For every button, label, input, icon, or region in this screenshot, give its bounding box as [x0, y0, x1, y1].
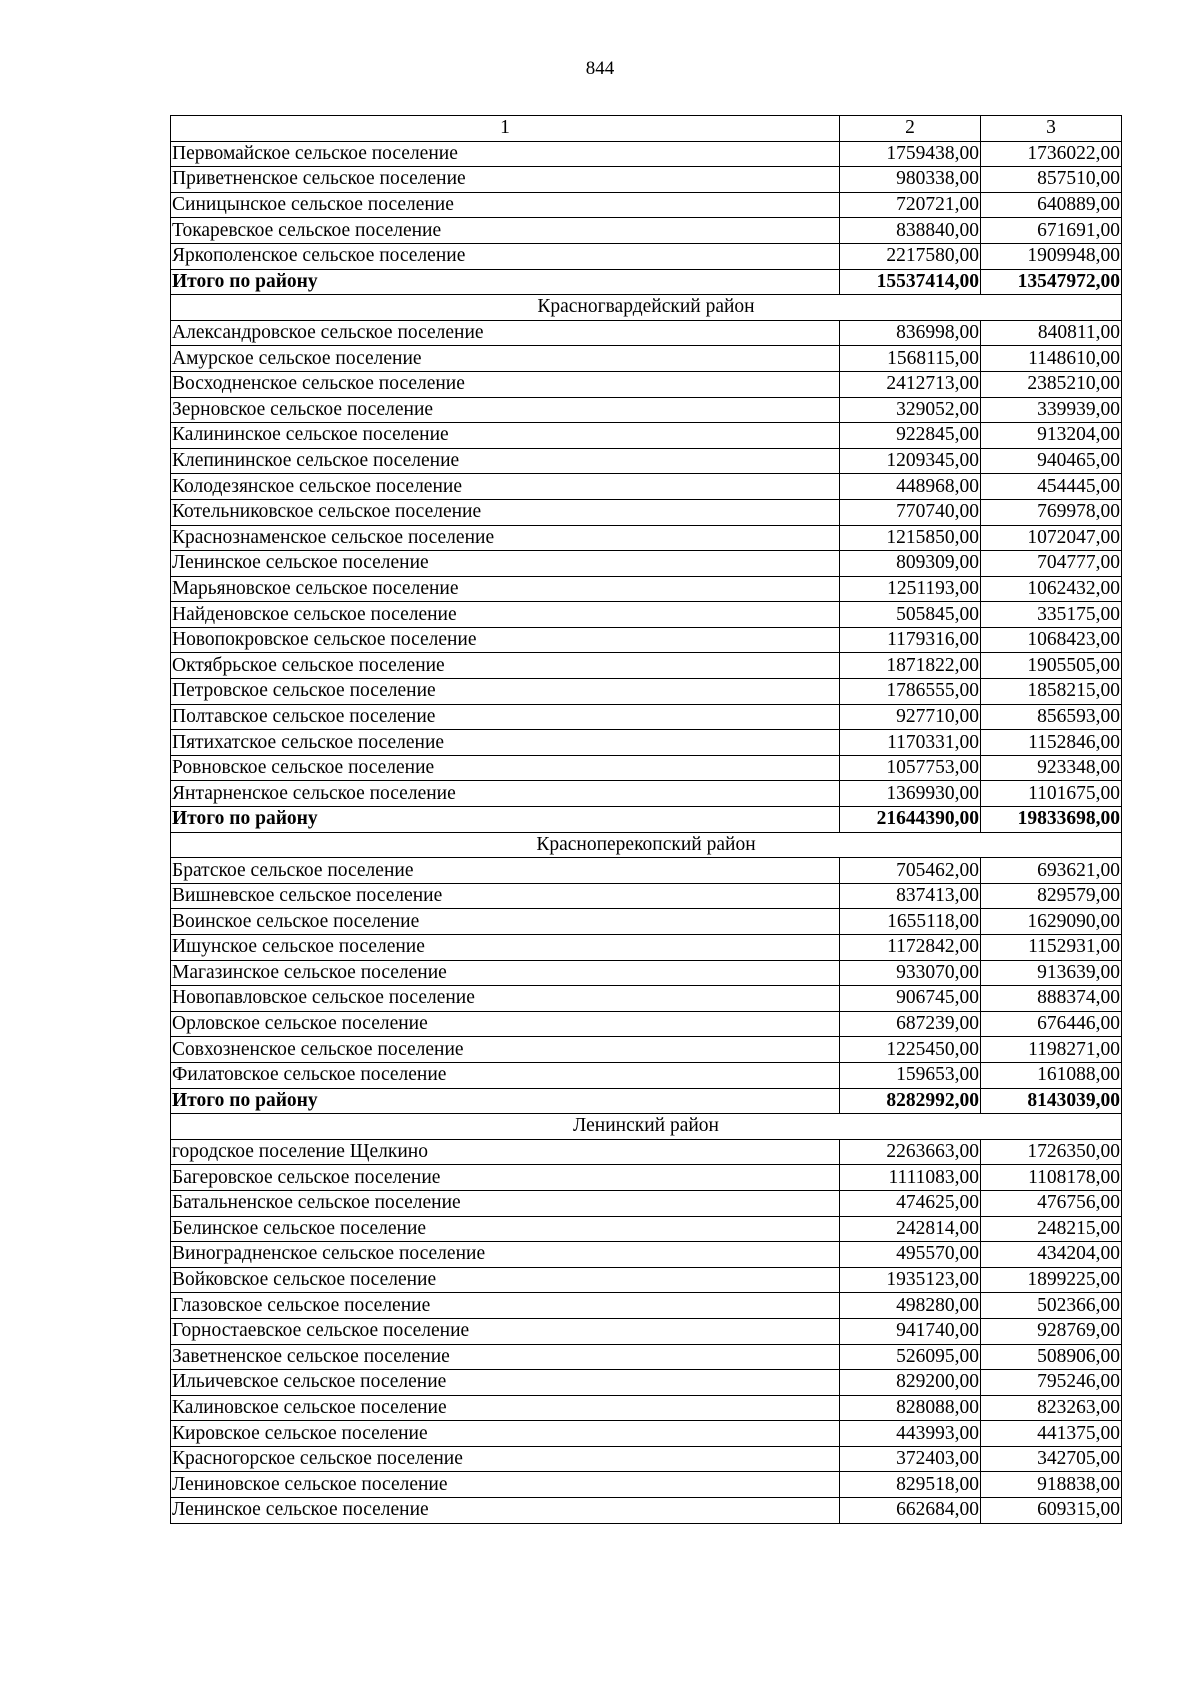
value-col3-cell: 1101675,00	[981, 781, 1122, 807]
value-col2-cell: 1172842,00	[840, 935, 981, 961]
value-col2-cell: 1369930,00	[840, 781, 981, 807]
settlement-name-cell: Краснознаменское сельское поселение	[171, 525, 840, 551]
total-label-cell: Итого по району	[171, 269, 840, 295]
table-row	[171, 1293, 1122, 1319]
value-col2-cell: 1786555,00	[840, 679, 981, 705]
value-col3-cell: 823263,00	[981, 1395, 1122, 1421]
district-name: Красноперекопский район	[171, 832, 1122, 858]
value-col3-cell: 913639,00	[981, 960, 1122, 986]
settlement-name-cell: Заветненское сельское поселение	[171, 1344, 840, 1370]
table-row	[171, 679, 1122, 705]
table-row	[171, 551, 1122, 577]
table-row	[171, 960, 1122, 986]
settlement-name-cell: Амурское сельское поселение	[171, 346, 840, 372]
value-col2-cell: 837413,00	[840, 883, 981, 909]
district-name: Ленинский район	[171, 1114, 1122, 1140]
table-row	[171, 1165, 1122, 1191]
value-col3-cell: 441375,00	[981, 1421, 1122, 1447]
table-row	[171, 218, 1122, 244]
settlement-name-cell: Яркополенское сельское поселение	[171, 243, 840, 269]
value-col2-cell: 1111083,00	[840, 1165, 981, 1191]
value-col2-cell: 1655118,00	[840, 909, 981, 935]
settlement-name-cell: Калиновское сельское поселение	[171, 1395, 840, 1421]
value-col3-cell: 704777,00	[981, 551, 1122, 577]
value-col2-cell: 705462,00	[840, 858, 981, 884]
district-header-row	[171, 832, 1122, 858]
value-col3-cell: 693621,00	[981, 858, 1122, 884]
value-col3-cell: 1152846,00	[981, 730, 1122, 756]
settlement-name-cell: Белинское сельское поселение	[171, 1216, 840, 1242]
value-col2-cell: 770740,00	[840, 499, 981, 525]
value-col2-cell: 809309,00	[840, 551, 981, 577]
value-col3-cell: 8143039,00	[981, 1088, 1122, 1114]
total-row	[171, 1088, 1122, 1114]
settlement-name-cell: Багеровское сельское поселение	[171, 1165, 840, 1191]
table-row	[171, 1216, 1122, 1242]
value-col3-cell: 508906,00	[981, 1344, 1122, 1370]
value-col3-cell: 1062432,00	[981, 576, 1122, 602]
value-col3-cell: 434204,00	[981, 1242, 1122, 1268]
table-row	[171, 704, 1122, 730]
value-col2-cell: 687239,00	[840, 1011, 981, 1037]
value-col2-cell: 1209345,00	[840, 448, 981, 474]
settlement-name-cell: Токаревское сельское поселение	[171, 218, 840, 244]
value-col2-cell: 980338,00	[840, 167, 981, 193]
table-body	[171, 116, 1122, 1524]
district-name: Красногвардейский район	[171, 295, 1122, 321]
value-col2-cell: 2412713,00	[840, 371, 981, 397]
value-col3-cell: 454445,00	[981, 474, 1122, 500]
table-row	[171, 1062, 1122, 1088]
table-row	[171, 525, 1122, 551]
value-col3-cell: 857510,00	[981, 167, 1122, 193]
value-col2-cell: 1215850,00	[840, 525, 981, 551]
value-col3-cell: 795246,00	[981, 1370, 1122, 1396]
table-row	[171, 730, 1122, 756]
value-col3-cell: 928769,00	[981, 1318, 1122, 1344]
table-row	[171, 986, 1122, 1012]
table-row	[171, 653, 1122, 679]
value-col3-cell: 2385210,00	[981, 371, 1122, 397]
value-col3-cell: 1899225,00	[981, 1267, 1122, 1293]
value-col2-cell: 933070,00	[840, 960, 981, 986]
table-row	[171, 1344, 1122, 1370]
value-col3-cell: 671691,00	[981, 218, 1122, 244]
value-col3-cell: 609315,00	[981, 1498, 1122, 1524]
value-col3-cell: 676446,00	[981, 1011, 1122, 1037]
value-col3-cell: 19833698,00	[981, 807, 1122, 833]
settlement-name-cell: Красногорское сельское поселение	[171, 1446, 840, 1472]
value-col2-cell: 662684,00	[840, 1498, 981, 1524]
settlement-name-cell: Новопокровское сельское поселение	[171, 627, 840, 653]
value-col3-cell: 1072047,00	[981, 525, 1122, 551]
value-col3-cell: 640889,00	[981, 192, 1122, 218]
settlement-name-cell: Ишунское сельское поселение	[171, 935, 840, 961]
value-col2-cell: 2217580,00	[840, 243, 981, 269]
settlement-name-cell: Найденовское сельское поселение	[171, 602, 840, 628]
table-row	[171, 192, 1122, 218]
settlement-name-cell: Ленинское сельское поселение	[171, 1498, 840, 1524]
total-row	[171, 807, 1122, 833]
table-row	[171, 1395, 1122, 1421]
settlement-name-cell: Воинское сельское поселение	[171, 909, 840, 935]
value-col3-cell: 1068423,00	[981, 627, 1122, 653]
table-row	[171, 627, 1122, 653]
column-header-2: 2	[840, 116, 981, 142]
value-col2-cell: 828088,00	[840, 1395, 981, 1421]
settlement-name-cell: Пятихатское сельское поселение	[171, 730, 840, 756]
table-row	[171, 1318, 1122, 1344]
header-row	[171, 116, 1122, 142]
page-number: 844	[585, 58, 615, 79]
value-col2-cell: 1871822,00	[840, 653, 981, 679]
value-col2-cell: 448968,00	[840, 474, 981, 500]
value-col2-cell: 720721,00	[840, 192, 981, 218]
value-col3-cell: 342705,00	[981, 1446, 1122, 1472]
table-row	[171, 858, 1122, 884]
value-col2-cell: 829200,00	[840, 1370, 981, 1396]
value-col2-cell: 1225450,00	[840, 1037, 981, 1063]
settlement-name-cell: Батальненское сельское поселение	[171, 1190, 840, 1216]
value-col3-cell: 1148610,00	[981, 346, 1122, 372]
table-row	[171, 1037, 1122, 1063]
settlement-name-cell: Янтарненское сельское поселение	[171, 781, 840, 807]
table-row	[171, 474, 1122, 500]
table-row	[171, 576, 1122, 602]
value-col3-cell: 13547972,00	[981, 269, 1122, 295]
table-row	[171, 602, 1122, 628]
value-col2-cell: 922845,00	[840, 423, 981, 449]
settlement-name-cell: Полтавское сельское поселение	[171, 704, 840, 730]
value-col3-cell: 1909948,00	[981, 243, 1122, 269]
value-col2-cell: 474625,00	[840, 1190, 981, 1216]
table-row	[171, 781, 1122, 807]
value-col3-cell: 856593,00	[981, 704, 1122, 730]
settlement-name-cell: Клепининское сельское поселение	[171, 448, 840, 474]
column-header-1: 1	[171, 116, 840, 142]
value-col3-cell: 248215,00	[981, 1216, 1122, 1242]
value-col3-cell: 923348,00	[981, 755, 1122, 781]
value-col3-cell: 161088,00	[981, 1062, 1122, 1088]
table-row	[171, 1421, 1122, 1447]
value-col2-cell: 21644390,00	[840, 807, 981, 833]
table-row	[171, 167, 1122, 193]
value-col2-cell: 906745,00	[840, 986, 981, 1012]
value-col2-cell: 1568115,00	[840, 346, 981, 372]
value-col2-cell: 159653,00	[840, 1062, 981, 1088]
value-col2-cell: 2263663,00	[840, 1139, 981, 1165]
table-row	[171, 755, 1122, 781]
settlement-name-cell: Братское сельское поселение	[171, 858, 840, 884]
table-row	[171, 883, 1122, 909]
value-col3-cell: 1198271,00	[981, 1037, 1122, 1063]
settlement-name-cell: Колодезянское сельское поселение	[171, 474, 840, 500]
settlement-name-cell: Марьяновское сельское поселение	[171, 576, 840, 602]
settlement-name-cell: Горностаевское сельское поселение	[171, 1318, 840, 1344]
table-row	[171, 1139, 1122, 1165]
table-row	[171, 1190, 1122, 1216]
table-row	[171, 1267, 1122, 1293]
value-col3-cell: 769978,00	[981, 499, 1122, 525]
value-col3-cell: 829579,00	[981, 883, 1122, 909]
value-col2-cell: 242814,00	[840, 1216, 981, 1242]
value-col3-cell: 913204,00	[981, 423, 1122, 449]
table-row	[171, 1011, 1122, 1037]
settlement-name-cell: Александровское сельское поселение	[171, 320, 840, 346]
value-col3-cell: 1726350,00	[981, 1139, 1122, 1165]
settlement-name-cell: Ильичевское сельское поселение	[171, 1370, 840, 1396]
settlement-name-cell: Ленинское сельское поселение	[171, 551, 840, 577]
settlement-name-cell: Глазовское сельское поселение	[171, 1293, 840, 1319]
value-col2-cell: 526095,00	[840, 1344, 981, 1370]
value-col2-cell: 1179316,00	[840, 627, 981, 653]
table-row	[171, 141, 1122, 167]
value-col3-cell: 1108178,00	[981, 1165, 1122, 1191]
value-col2-cell: 8282992,00	[840, 1088, 981, 1114]
value-col2-cell: 505845,00	[840, 602, 981, 628]
settlement-name-cell: Вишневское сельское поселение	[171, 883, 840, 909]
table-row	[171, 448, 1122, 474]
settlement-name-cell: Совхозненское сельское поселение	[171, 1037, 840, 1063]
settlement-name-cell: Синицынское сельское поселение	[171, 192, 840, 218]
settlement-name-cell: городское поселение Щелкино	[171, 1139, 840, 1165]
table-row	[171, 1370, 1122, 1396]
settlement-name-cell: Виноградненское сельское поселение	[171, 1242, 840, 1268]
settlement-name-cell: Ровновское сельское поселение	[171, 755, 840, 781]
settlement-name-cell: Восходненское сельское поселение	[171, 371, 840, 397]
settlement-name-cell: Кировское сельское поселение	[171, 1421, 840, 1447]
value-col3-cell: 840811,00	[981, 320, 1122, 346]
value-col3-cell: 1152931,00	[981, 935, 1122, 961]
value-col2-cell: 1057753,00	[840, 755, 981, 781]
value-col3-cell: 1736022,00	[981, 141, 1122, 167]
budget-table	[170, 115, 1122, 1524]
value-col2-cell: 927710,00	[840, 704, 981, 730]
value-col3-cell: 888374,00	[981, 986, 1122, 1012]
value-col3-cell: 940465,00	[981, 448, 1122, 474]
value-col2-cell: 1170331,00	[840, 730, 981, 756]
value-col2-cell: 495570,00	[840, 1242, 981, 1268]
total-label-cell: Итого по району	[171, 1088, 840, 1114]
settlement-name-cell: Октябрьское сельское поселение	[171, 653, 840, 679]
table-row	[171, 320, 1122, 346]
settlement-name-cell: Зерновское сельское поселение	[171, 397, 840, 423]
value-col2-cell: 829518,00	[840, 1472, 981, 1498]
settlement-name-cell: Филатовское сельское поселение	[171, 1062, 840, 1088]
value-col3-cell: 1905505,00	[981, 653, 1122, 679]
table-row	[171, 935, 1122, 961]
value-col2-cell: 329052,00	[840, 397, 981, 423]
value-col2-cell: 498280,00	[840, 1293, 981, 1319]
table-row	[171, 1472, 1122, 1498]
table-row	[171, 909, 1122, 935]
table-row	[171, 397, 1122, 423]
table-row	[171, 423, 1122, 449]
district-header-row	[171, 295, 1122, 321]
settlement-name-cell: Войковское сельское поселение	[171, 1267, 840, 1293]
value-col2-cell: 443993,00	[840, 1421, 981, 1447]
settlement-name-cell: Приветненское сельское поселение	[171, 167, 840, 193]
settlement-name-cell: Орловское сельское поселение	[171, 1011, 840, 1037]
value-col2-cell: 1251193,00	[840, 576, 981, 602]
table-row	[171, 346, 1122, 372]
value-col3-cell: 1629090,00	[981, 909, 1122, 935]
settlement-name-cell: Лениновское сельское поселение	[171, 1472, 840, 1498]
settlement-name-cell: Новопавловское сельское поселение	[171, 986, 840, 1012]
value-col2-cell: 1935123,00	[840, 1267, 981, 1293]
value-col3-cell: 339939,00	[981, 397, 1122, 423]
settlement-name-cell: Калининское сельское поселение	[171, 423, 840, 449]
settlement-name-cell: Петровское сельское поселение	[171, 679, 840, 705]
value-col2-cell: 372403,00	[840, 1446, 981, 1472]
value-col2-cell: 941740,00	[840, 1318, 981, 1344]
settlement-name-cell: Первомайское сельское поселение	[171, 141, 840, 167]
value-col2-cell: 15537414,00	[840, 269, 981, 295]
value-col3-cell: 476756,00	[981, 1190, 1122, 1216]
total-label-cell: Итого по району	[171, 807, 840, 833]
value-col2-cell: 1759438,00	[840, 141, 981, 167]
value-col3-cell: 335175,00	[981, 602, 1122, 628]
district-header-row	[171, 1114, 1122, 1140]
value-col3-cell: 1858215,00	[981, 679, 1122, 705]
total-row	[171, 269, 1122, 295]
table-row	[171, 499, 1122, 525]
table-row	[171, 1498, 1122, 1524]
value-col2-cell: 836998,00	[840, 320, 981, 346]
value-col3-cell: 502366,00	[981, 1293, 1122, 1319]
table-row	[171, 371, 1122, 397]
column-header-3: 3	[981, 116, 1122, 142]
value-col3-cell: 918838,00	[981, 1472, 1122, 1498]
table-row	[171, 243, 1122, 269]
settlement-name-cell: Магазинское сельское поселение	[171, 960, 840, 986]
settlement-name-cell: Котельниковское сельское поселение	[171, 499, 840, 525]
table-row	[171, 1242, 1122, 1268]
table-row	[171, 1446, 1122, 1472]
value-col2-cell: 838840,00	[840, 218, 981, 244]
